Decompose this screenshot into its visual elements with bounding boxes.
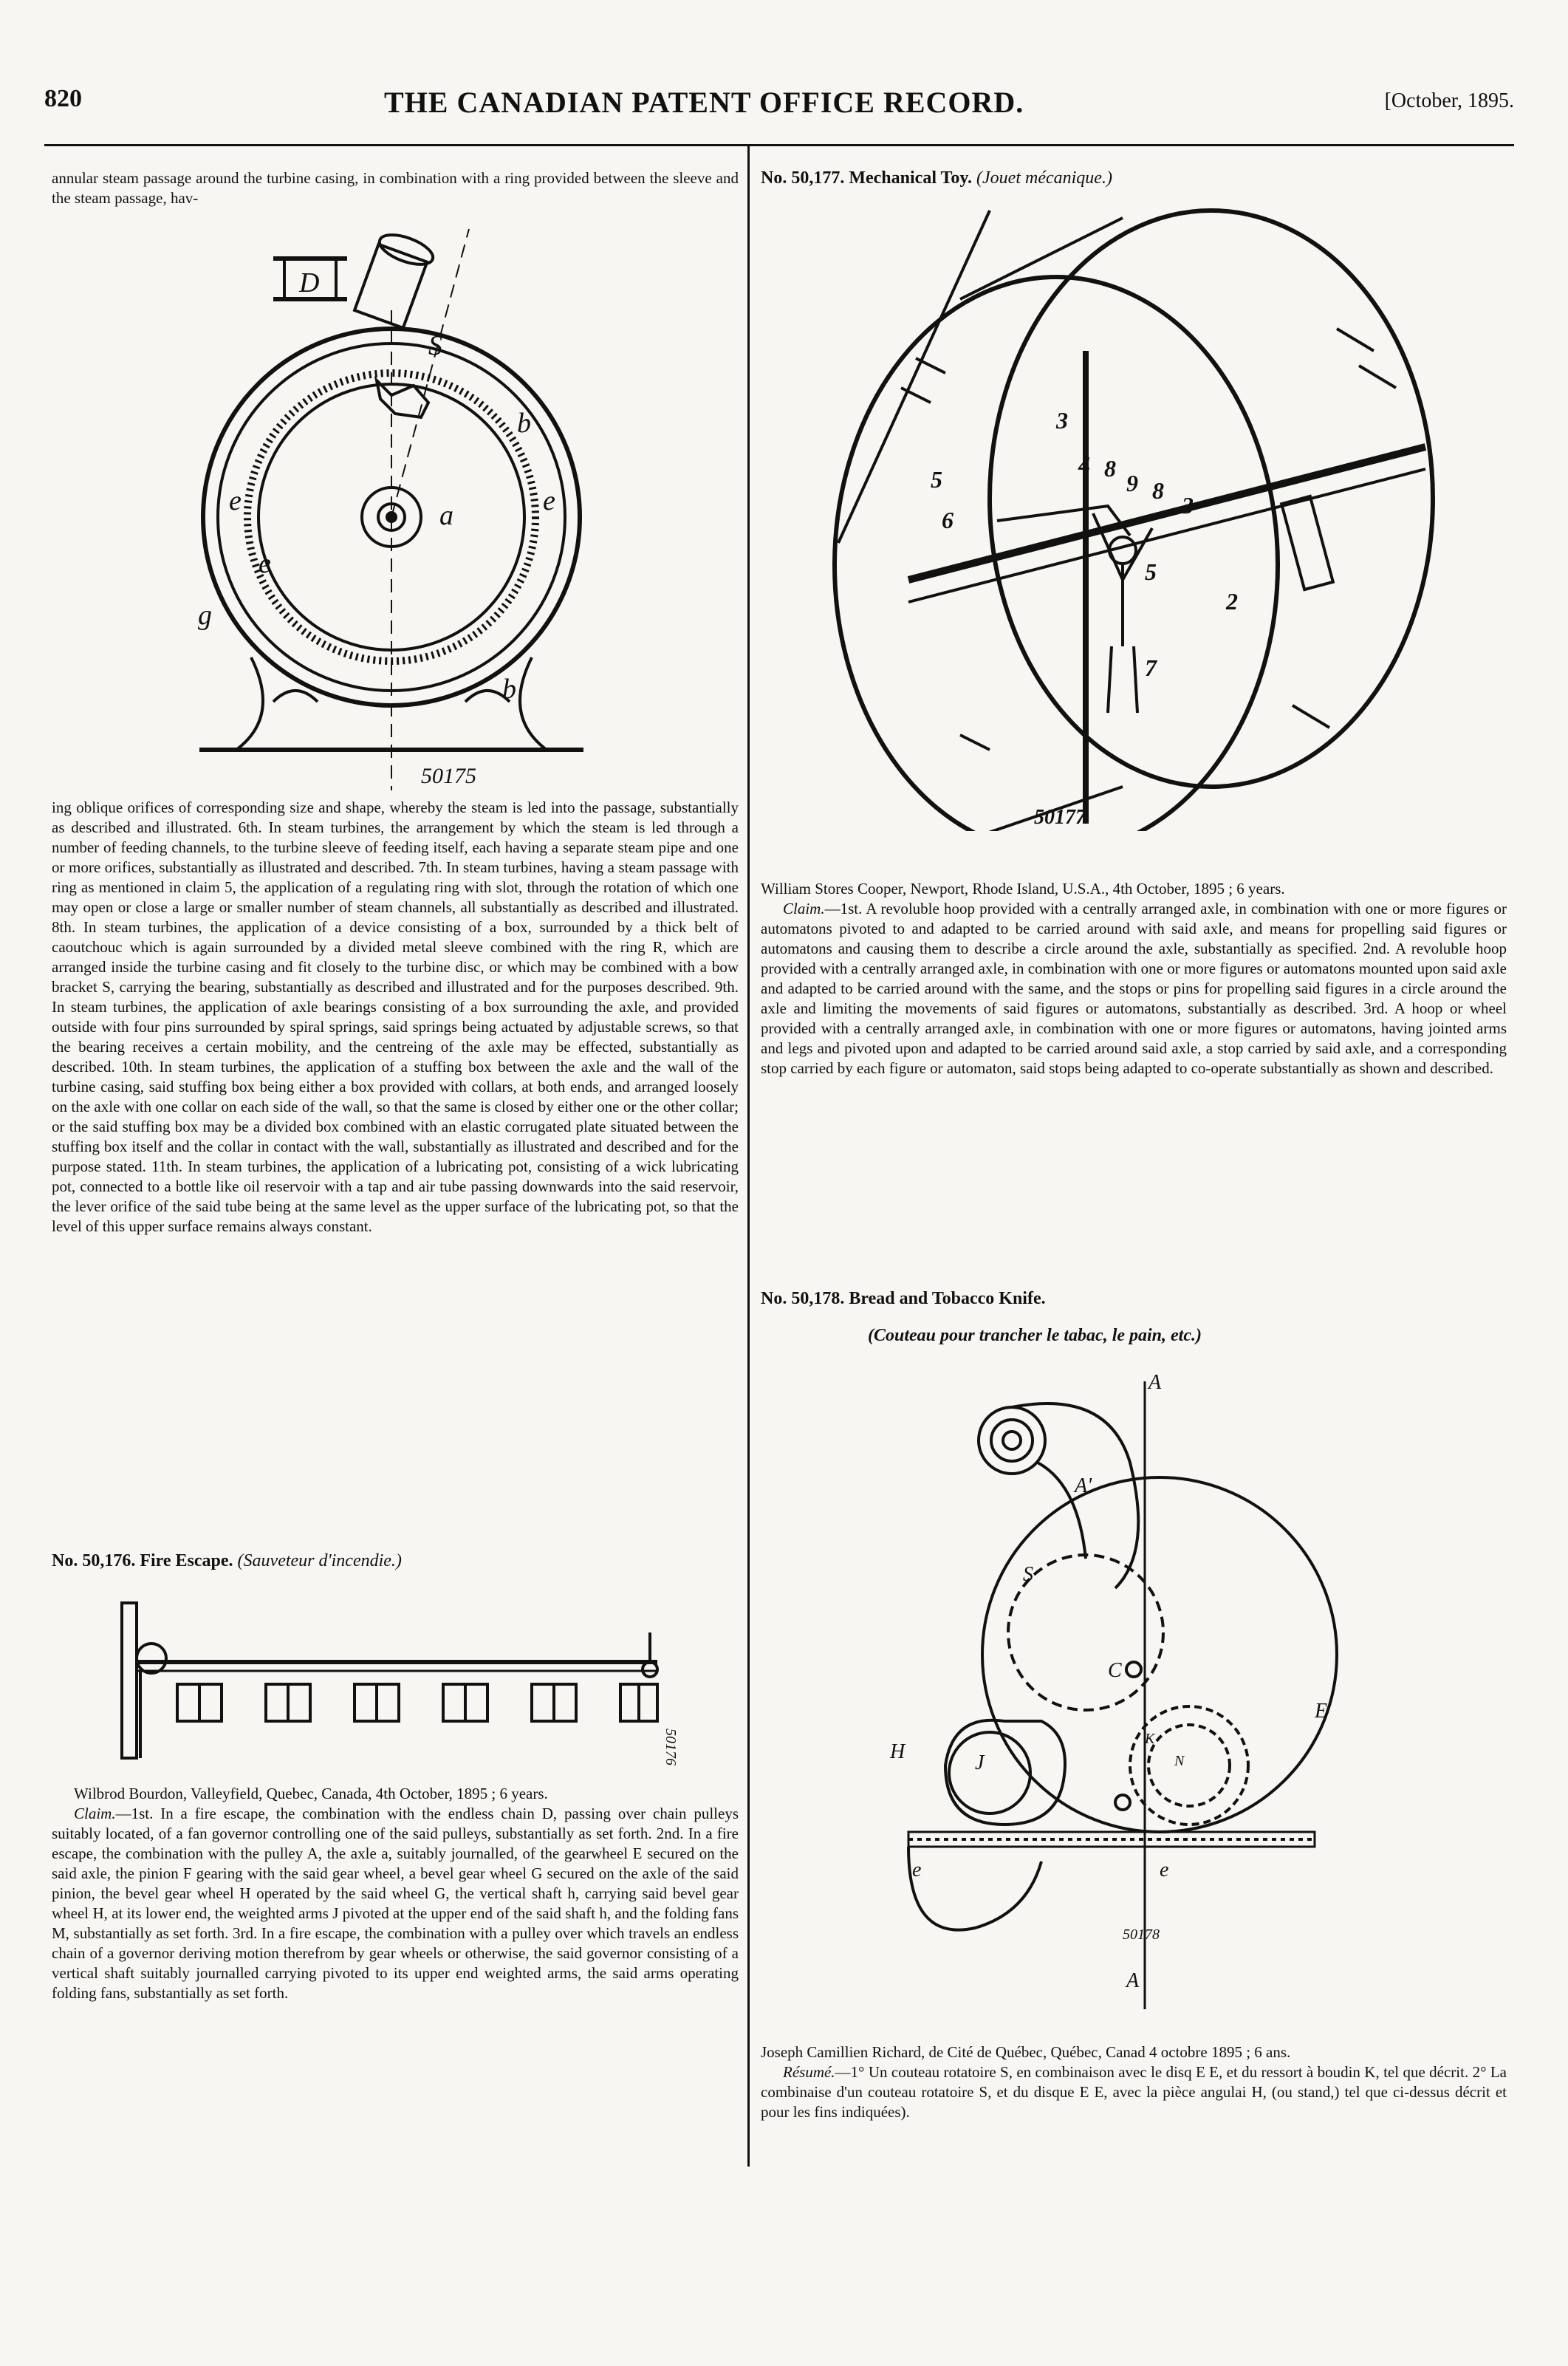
figure-50175-label-a: a bbox=[439, 500, 453, 531]
figure-50178-label-c: C bbox=[1108, 1659, 1122, 1682]
issue-date: [October, 1895. bbox=[1384, 89, 1514, 112]
figure-50177-label-3b: 3 bbox=[1182, 492, 1194, 519]
figure-50177-label-4: 4 bbox=[1078, 451, 1090, 478]
patent-50178-french-title: (Couteau pour trancher le tabac, le pain, etc.) bbox=[868, 1326, 1202, 1345]
figure-50177-label-8b: 8 bbox=[1152, 477, 1164, 504]
figure-50175-label-s: S bbox=[428, 330, 442, 361]
patent-50178-number: No. 50,178. bbox=[761, 1289, 845, 1308]
toy-hoop-drawing bbox=[812, 203, 1462, 831]
figure-50175-label-g: g bbox=[198, 600, 212, 631]
figure-50176-fire-escape bbox=[111, 1588, 679, 1765]
patent-50176-number: No. 50,176. bbox=[52, 1551, 136, 1570]
patent-50176-title: Fire Escape. bbox=[140, 1551, 233, 1570]
patent-50176-heading bbox=[52, 1551, 402, 1571]
figure-50177-label-5a: 5 bbox=[931, 466, 942, 493]
patent-50178-heading bbox=[761, 1289, 1046, 1309]
claims-continuation-top: annular steam passage around the turbine casing, in combination with a ring provided between the sleeve and the steam passage, hav- bbox=[52, 169, 739, 207]
figure-50178-label-n: N bbox=[1174, 1753, 1185, 1769]
patent-50176-inventor: Wilbrod Bourdon, Valleyfield, Quebec, Canada, 4th October, 1895 ; 6 years. bbox=[74, 1785, 548, 1802]
patent-50178-title: Bread and Tobacco Knife. bbox=[849, 1289, 1046, 1308]
patent-50177-body bbox=[761, 879, 1507, 1078]
figure-50175-label-d: D bbox=[299, 267, 320, 298]
figure-50176-number: 50176 bbox=[663, 1729, 679, 1765]
figure-50175-label-e3: e bbox=[259, 548, 271, 579]
patent-50178-inventor: Joseph Camillien Richard, de Cité de Québec, Québec, Canad 4 octobre 1895 ; 6 ans. bbox=[761, 2043, 1291, 2061]
fire-escape-drawing bbox=[111, 1588, 679, 1765]
figure-50175-label-e1: e bbox=[229, 485, 242, 516]
figure-50177-label-8a: 8 bbox=[1104, 455, 1116, 482]
patent-50177-title: Mechanical Toy. bbox=[849, 168, 973, 188]
continued-claims-top bbox=[52, 168, 739, 208]
figure-50177-label-7: 7 bbox=[1145, 654, 1157, 681]
patent-50178-body bbox=[761, 2042, 1507, 2122]
patent-50177-claim-text: —1st. A revoluble hoop provided with a centrally arranged axle, in combination with one or more figures or automatons pivoted to and adapted to be carried around with said axle, and means for propelling said figures or automatons and causing them to describe a circle around the axle, substantially as specified. 2nd. A revoluble hoop provided with a centrally arranged axle, in combination with one or more figures or automatons mounted upon said axle and adapted to be carried around with the same, and the stops or pins for propelling said figures in a circle around the axle and limiting the movements of said figures or automatons, substantially as described. 3rd. A hoop or wheel provided with a centrally arranged axle, in combination with one or more figures or automatons, having jointed arms and legs and pivoted upon and adapted to be carried around said axle, a stop carried by said axle, and a corresponding stop carried by each figure or automaton, said stops being adapted to co-operate substantially as shown and described. bbox=[761, 900, 1507, 1077]
patent-50176-claim-text: —1st. In a fire escape, the combination with the endless chain D, passing over chain pulleys suitably located, of a fan governor controlling one of the said pulleys, substantially as set forth. 2nd. In a fire escape, the combination with the pulley A, the axle a, suitably journalled, of the gearwheel E secured on the said axle, the pinion F gearing with the said gear wheel, a bevel gear wheel G secured on the axle of the said pinion, the bevel gear wheel H operated by the said wheel G, the vertical shaft h, carrying said bevel gear wheel H, at its lower end, the weighted arms J pivoted at the upper end of the said shaft h, and the folding fans M, substantially as set forth. 3rd. In a fire escape, the combination with a pulley over which travels an endless chain of a governor deriving motion therefrom by gear wheels or otherwise, the said governor consisting of a vertical shaft suitably journalled carrying pivoted to its upper end weighted arms, the said arms operating folding fans, substantially as set forth. bbox=[52, 1805, 739, 2002]
patent-50178-resume-text: —1° Un couteau rotatoire S, en combinaison avec le disq E E, et du ressort à boudin K, tel que décrit. 2° La combinaise d'un couteau rotatoire S, et du disque E E, avec la pièce angulai H, (ou stand,) tel que ci-dessus décrit et pour les fins indiquées). bbox=[761, 2063, 1507, 2121]
figure-50178-number: 50178 bbox=[1123, 1926, 1160, 1943]
figure-50175-label-b1: b bbox=[517, 408, 531, 439]
figure-50177-label-9: 9 bbox=[1126, 470, 1138, 496]
figure-50175-label-b2: b bbox=[502, 674, 516, 705]
figure-50178-label-s: S bbox=[1023, 1563, 1033, 1586]
figure-50178-knife bbox=[864, 1367, 1359, 2024]
figure-50178-label-k: K bbox=[1145, 1731, 1155, 1747]
figure-50175-label-e2: e bbox=[543, 485, 555, 516]
knife-drawing bbox=[864, 1367, 1359, 2024]
figure-50178-label-e-left: e bbox=[912, 1859, 922, 1881]
column-divider bbox=[747, 146, 750, 2167]
figure-50178-label-h: H bbox=[890, 1740, 905, 1763]
patent-50177-claim-label: Claim. bbox=[783, 900, 825, 917]
figure-50178-label-e: E bbox=[1315, 1700, 1328, 1723]
page-number: 820 bbox=[44, 85, 82, 112]
figure-50177-toy-hoop bbox=[812, 203, 1462, 831]
continued-claims-body bbox=[52, 798, 739, 1237]
patent-50177-heading bbox=[761, 168, 1112, 188]
figure-50178-label-a-prime: A' bbox=[1075, 1474, 1092, 1497]
page-header bbox=[44, 85, 1514, 129]
journal-title: THE CANADIAN PATENT OFFICE RECORD. bbox=[384, 86, 1024, 119]
turbine-drawing bbox=[170, 214, 650, 790]
figure-50178-label-j: J bbox=[975, 1751, 985, 1774]
patent-50176-claim-label: Claim. bbox=[74, 1805, 116, 1822]
figure-50178-label-e-right: e bbox=[1160, 1859, 1169, 1881]
claims-continuation-body: ing oblique orifices of corresponding size and shape, whereby the steam is led into the passage, substantially as described and illustrated. 6th. In steam turbines, the arrangement by which the steam is led through a number of feeding channels, to the turbine sleeve of feeding itself, each having a separate steam pipe and one or more orifices, substantially as illustrated and described. 7th. In steam turbines, having a steam passage with ring as mentioned in claim 5, the application of a regulating ring with slot, through the rotation of which one may open or close a large or smaller number of steam channels, all substantially as described and illustrated. 8th. In steam turbines, the application of a device consisting of a box, surrounded by a thick belt of caoutchouc which is again surrounded by a divided metal sleeve combined with the ring R, which are arranged inside the turbine casing and fit closely to the turbine disc, or which may be combined with a bow bracket S, carrying the bearing, substantially as described and illustrated and for the purposes described. 9th. In steam turbines, the application of axle bearings consisting of a box surrounding the axle, and provided outside with four pins surrounded by spiral springs, said springs being actuated by adjustable screws, so that the bearing receives a certain mobility, and the centreing of the axle may be effected, substantially as described. 10th. In steam turbines, the application of a stuffing box between the axle and the wall of the turbine casing, said stuffing box being either a box provided with collars, at both ends, and arranged loosely on the axle with one collar on each side of the wall, so that the same is closed by either one or the other collar; or the said stuffing box may be a divided box combined with an elastic corrugated plate situated between the stuffing box itself and the collar in contact with the wall, substantially as illustrated and described and for the purpose stated. 11th. In steam turbines, the application of a lubricating pot, consisting of a wick lubricating pot, connected to a bottle like oil reservoir with a tap and air tube passing downwards into the said reservoir, the lever orifice of the said tube being at the same level as the upper surface of the lubricating pot, so that the level of this upper surface remains always constant. bbox=[52, 799, 739, 1235]
figure-50175-turbine bbox=[170, 214, 650, 790]
patent-50178-resume-label: Résumé. bbox=[783, 2063, 835, 2081]
figure-50177-label-5b: 5 bbox=[1145, 558, 1157, 585]
figure-50177-label-2: 2 bbox=[1226, 588, 1238, 615]
patent-50177-inventor: William Stores Cooper, Newport, Rhode Island, U.S.A., 4th October, 1895 ; 6 years. bbox=[761, 880, 1285, 897]
figure-50175-number: 50175 bbox=[421, 764, 476, 788]
patent-50178-french-heading bbox=[868, 1326, 1202, 1346]
patent-50177-number: No. 50,177. bbox=[761, 168, 845, 188]
header-rule bbox=[44, 144, 1514, 146]
figure-50178-label-a-bottom: A bbox=[1126, 1969, 1140, 1992]
figure-50177-label-6: 6 bbox=[942, 507, 954, 533]
patent-50176-french-title: (Sauveteur d'incendie.) bbox=[237, 1551, 402, 1570]
figure-50177-number: 50177 bbox=[1034, 806, 1086, 829]
figure-50178-label-a-top: A bbox=[1148, 1371, 1162, 1394]
figure-50177-label-3: 3 bbox=[1056, 407, 1068, 434]
patent-50176-body bbox=[52, 1784, 739, 2003]
patent-50177-french-title: (Jouet mécanique.) bbox=[976, 168, 1112, 188]
